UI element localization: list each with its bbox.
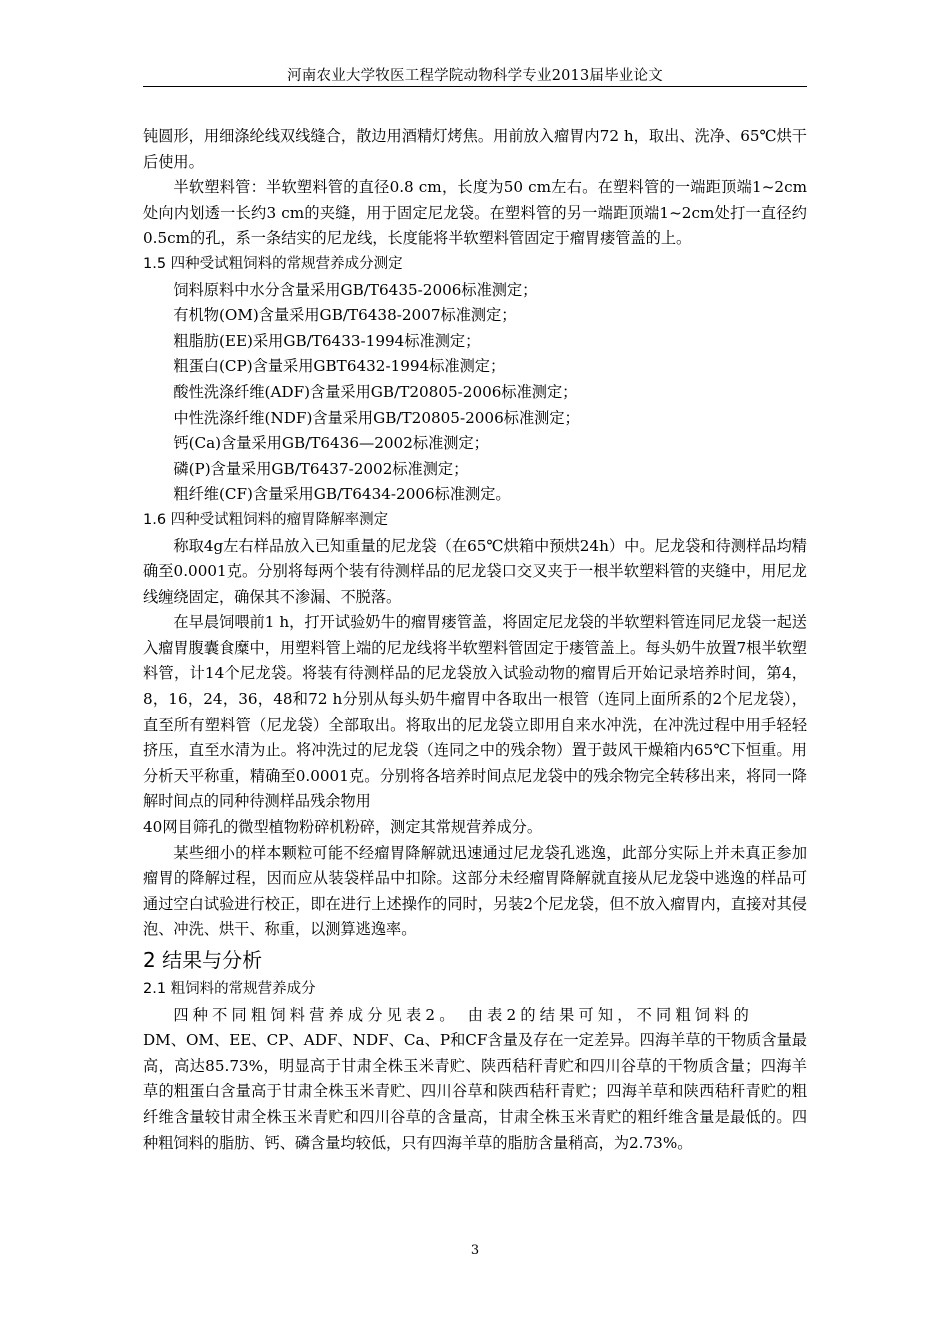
section-heading-2-1: 2.1 粗饲料的常规营养成分 [143, 981, 316, 997]
paragraph: 称取4g左右样品放入已知重量的尼龙袋（在65℃烘箱中预烘24h）中。尼龙袋和待测样品均精确至0.0001克。分别将每两个装有待测样品的尼龙袋口交叉夹于一根半软塑料管的夹缝中，用尼龙线缠绕固定，确保其不渗漏、不脱落。 [143, 536, 807, 606]
list-item: 粗蛋白(CP)含量采用GBT6432-1994标准测定； [173, 357, 506, 376]
list-item: 酸性洗涤纤维(ADF)含量采用GB/T20805-2006标准测定； [173, 382, 578, 401]
chapter-heading: 2 结果与分析 [143, 948, 263, 972]
section-heading-1-5: 1.5 四种受试粗饲料的常规营养成分测定 [143, 255, 403, 272]
paragraph: 钝圆形，用细涤纶线双线缝合，散边用酒精灯烤焦。用前放入瘤胃内72 h，取出、洗净、65℃烘干后使用。 [143, 127, 807, 171]
paragraph: 半软塑料管：半软塑料管的直径0.8 cm，长度为50 cm左右。在塑料管的一端距顶端1~2cm处向内划透一长约3 cm的夹缝，用于固定尼龙袋。在塑料管的另一端距顶端1~2cm处打一直径约0.5cm的孔，系一条结实的尼龙线，长度能将半软塑料管固定于瘤胃瘘管盖的上。 [143, 178, 807, 248]
standards-list [143, 278, 807, 508]
paragraph: 在早晨饲喂前1 h，打开试验奶牛的瘤胃瘘管盖，将固定尼龙袋的半软塑料管连同尼龙袋一起送入瘤胃腹囊食糜中，用塑料管上端的尼龙线将半软塑料管固定于瘘管盖上。每头奶牛放置7根半软塑料管，计14个尼龙袋。将装有待测样品的尼龙袋放入试验动物的瘤胃后开始记录培养时间，第4，8，16，24，36，48和72 h分别从每头奶牛瘤胃中各取出一根管（连同上面所系的2个尼龙袋），直至所有塑料管（尼龙袋）全部取出。将取出的尼龙袋立即用自来水冲洗，在冲洗过程中用手轻轻挤压，直至水清为止。将冲洗过的尼龙袋（连同之中的残余物）置于鼓风干燥箱内65℃下恒重。用分析天平称重，精确至0.0001克。分别将各培养时间点尼龙袋中的残余物完全转移出来，将同一降解时间点的同种待测样品残余物用 [143, 613, 807, 811]
running-header: 河南农业大学牧医工程学院动物科学专业2013届毕业论文 [287, 68, 663, 84]
page-body [143, 124, 807, 1156]
section-heading-1-6: 1.6 四种受试粗饲料的瘤胃降解率测定 [143, 511, 389, 528]
list-item: 有机物(OM)含量采用GB/T6438-2007标准测定； [173, 306, 517, 325]
list-item: 粗脂肪(EE)采用GB/T6433-1994标准测定； [173, 331, 481, 350]
paragraph: 40网目筛孔的微型植物粉碎机粉碎，测定其常规营养成分。 [143, 818, 543, 837]
list-item: 中性洗涤纤维(NDF)含量采用GB/T20805-2006标准测定； [173, 408, 580, 427]
page-number: 3 [470, 1243, 480, 1258]
paragraph: DM、OM、EE、CP、ADF、NDF、Ca、P和CF含量及存在一定差异。四海羊草的干物质含量最高，高达85.73%，明显高于甘肃全株玉米青贮、陕西秸秆青贮和四川谷草的干物质含量；四海羊草的粗蛋白含量高于甘肃全株玉米青贮、四川谷草和陕西秸秆青贮；四海羊草和陕西秸秆青贮的粗纤维含量较甘肃全株玉米青贮和四川谷草的含量高，甘肃全株玉米青贮的粗纤维含量是最低的。四种粗饲料的脂肪、钙、磷含量均较低，只有四海羊草的脂肪含量稍高，为2.73%。 [143, 1031, 807, 1152]
list-item: 粗纤维(CF)含量采用GB/T6434-2006标准测定。 [173, 485, 511, 504]
paragraph-lead: 四种不同粗饲料营养成分见表2。 由表2的结果可知，不同粗饲料的 [173, 1005, 753, 1024]
list-item: 钙(Ca)含量采用GB/T6436—2002标准测定； [173, 434, 489, 453]
paragraph: 某些细小的样本颗粒可能不经瘤胃降解就迅速通过尼龙袋孔逃逸，此部分实际上并未真正参加瘤胃的降解过程，因而应从装袋样品中扣除。这部分未经瘤胃降解就直接从尼龙袋中逃逸的样品可通过空白试验进行校正，即在进行上述操作的同时，另装2个尼龙袋，但不放入瘤胃内，直接对其侵泡、冲洗、烘干、称重，以测算逃逸率。 [143, 843, 807, 939]
list-item: 磷(P)含量采用GB/T6437-2002标准测定； [173, 459, 469, 478]
header-divider [143, 86, 807, 87]
list-item: 饲料原料中水分含量采用GB/T6435-2006标准测定； [173, 280, 538, 299]
